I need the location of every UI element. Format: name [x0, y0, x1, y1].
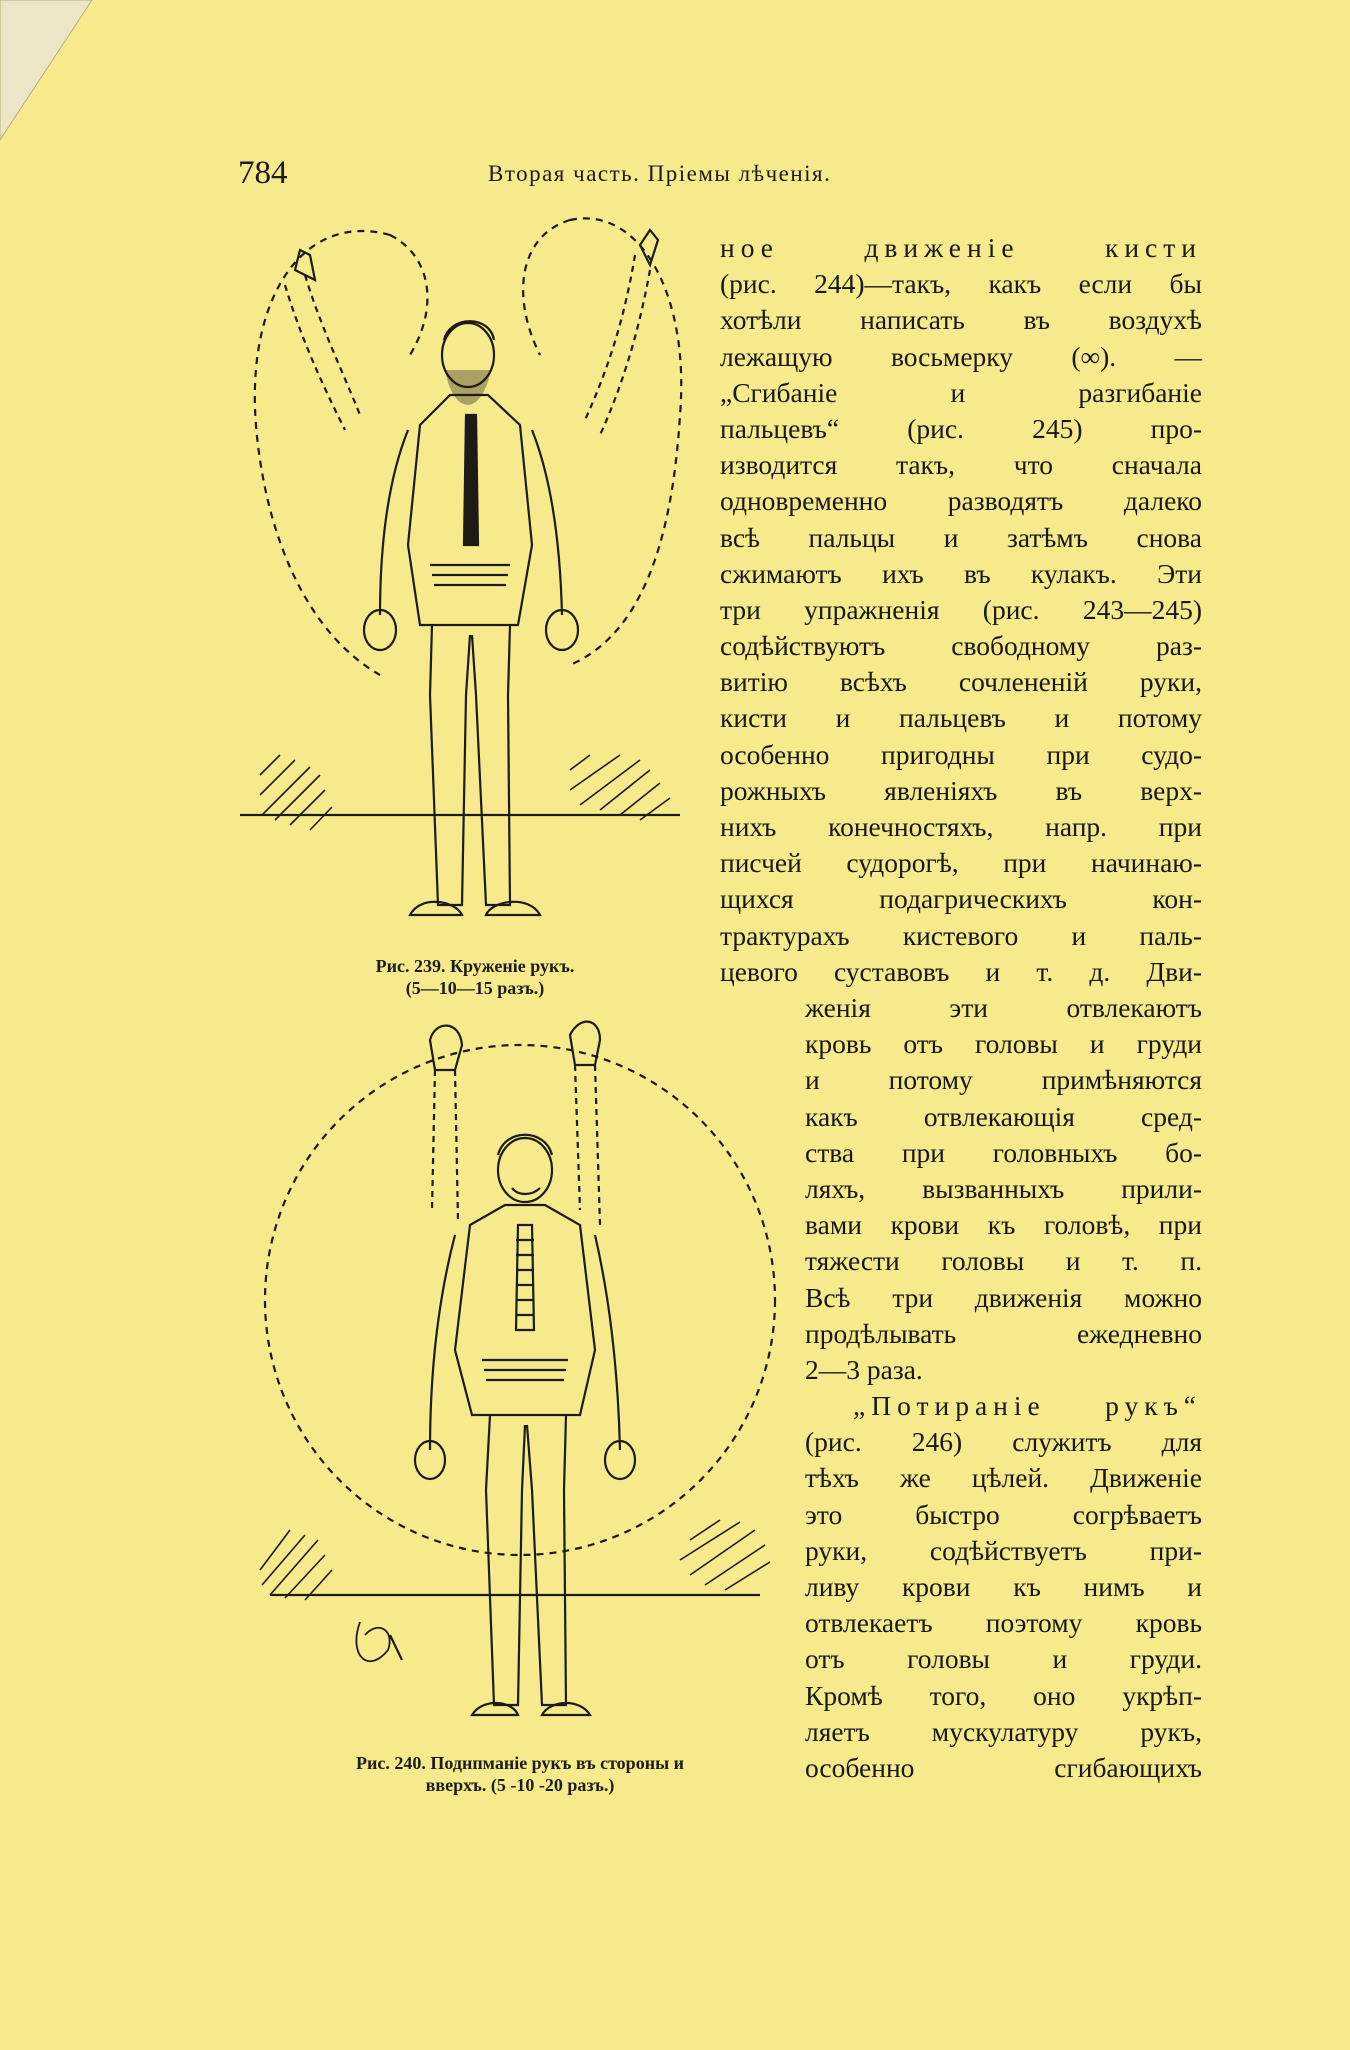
- text-line: отъ головы и груди.: [805, 1643, 1202, 1675]
- page-number: 784: [238, 155, 288, 191]
- text-line: Кромѣ того, оно укрѣп-: [805, 1679, 1202, 1711]
- figure-239-caption: [275, 955, 675, 999]
- text-line: изводится такъ, что сначала: [720, 449, 1202, 481]
- text-line: ства при головныхъ бо-: [805, 1136, 1202, 1168]
- body-text-bottom: [805, 990, 1202, 1786]
- figure-239-illustration: [240, 215, 700, 945]
- figure-239-caption-line1: Рис. 239. Круженіе рукъ.: [375, 956, 575, 976]
- text-line: какъ отвлекающія сред-: [805, 1100, 1202, 1132]
- text-line: „Сгибаніе и разгибаніе: [720, 376, 1202, 408]
- text-line: ляетъ мускулатуру рукъ,: [805, 1715, 1202, 1747]
- text-line: нихъ конечностяхъ, напр. при: [720, 811, 1202, 842]
- text-line: хотѣли написать въ воздухѣ: [720, 304, 1202, 336]
- text-line: витію всѣхъ сочлененій руки,: [720, 666, 1202, 698]
- text-line: три упражненія (рис. 243—245): [720, 593, 1202, 625]
- text-line: лежащую восьмерку (∞). —: [720, 340, 1202, 372]
- text-line: отвлекаетъ поэтому кровь: [805, 1607, 1202, 1639]
- text-line: руки, содѣйствуетъ при-: [805, 1534, 1202, 1566]
- text-line: одновременно разводятъ далеко: [720, 485, 1202, 517]
- text-line: ливу крови къ нимъ и: [805, 1571, 1202, 1602]
- text-line: вами крови къ головѣ, при: [805, 1209, 1202, 1241]
- figure-240-caption-line2: вверхъ. (5 -10 -20 разъ.): [425, 1775, 615, 1795]
- figure-240-caption: [275, 1752, 765, 1796]
- text-line: Всѣ три движенія можно: [805, 1281, 1202, 1313]
- body-text-top: [720, 230, 1202, 990]
- text-line: ляхъ, вызванныхъ прили-: [805, 1172, 1202, 1204]
- text-line: рожныхъ явленіяхъ въ верх-: [720, 774, 1202, 806]
- text-line: ное движеніе кисти: [720, 232, 1202, 263]
- text-line: (рис. 246) служитъ для: [805, 1426, 1202, 1458]
- text-line: „Потираніе рукъ“: [853, 1390, 1202, 1422]
- text-line: кровь отъ головы и груди: [805, 1028, 1202, 1060]
- text-line: (рис. 244)—такъ, какъ если бы: [720, 268, 1202, 300]
- figure-239-caption-line2: (5—10—15 разъ.): [405, 978, 545, 998]
- text-line: цевого суставовъ и т. д. Дви-: [720, 955, 1202, 987]
- text-line: особенно пригодны при судо-: [720, 738, 1202, 770]
- text-line: всѣ пальцы и затѣмъ снова: [720, 521, 1202, 553]
- text-line: и потому примѣняются: [805, 1064, 1202, 1096]
- folded-corner: [0, 0, 100, 150]
- text-line: женія эти отвлекаютъ: [805, 992, 1202, 1023]
- figure-240-caption-line1: Рис. 240. Поднпманіе рукъ въ стороны и: [356, 1753, 684, 1773]
- text-line: содѣйствуютъ свободному раз-: [720, 630, 1202, 662]
- figure-240-illustration: [250, 1010, 790, 1740]
- text-line: тяжести головы и т. п.: [805, 1245, 1202, 1277]
- running-head: Вторая часть. Пріемы лѣченія.: [488, 161, 832, 186]
- text-line: щихся подагрическихъ кон-: [720, 883, 1202, 915]
- text-line: трактурахъ кистевого и паль-: [720, 919, 1202, 951]
- page-header: [238, 155, 1048, 195]
- text-line: особенно сгибающихъ: [805, 1751, 1202, 1783]
- text-line: продѣлывать ежедневно: [805, 1317, 1202, 1349]
- text-line: тѣхъ же цѣлей. Движеніе: [805, 1462, 1202, 1494]
- text-line: сжимаютъ ихъ въ кулакъ. Эти: [720, 557, 1202, 589]
- text-line: кисти и пальцевъ и потому: [720, 702, 1202, 734]
- text-line: это быстро согрѣваетъ: [805, 1498, 1202, 1530]
- text-line: пальцевъ“ (рис. 245) про-: [720, 412, 1202, 444]
- text-line: 2—3 раза.: [805, 1353, 923, 1385]
- text-line: писчей судорогѣ, при начинаю-: [720, 847, 1202, 879]
